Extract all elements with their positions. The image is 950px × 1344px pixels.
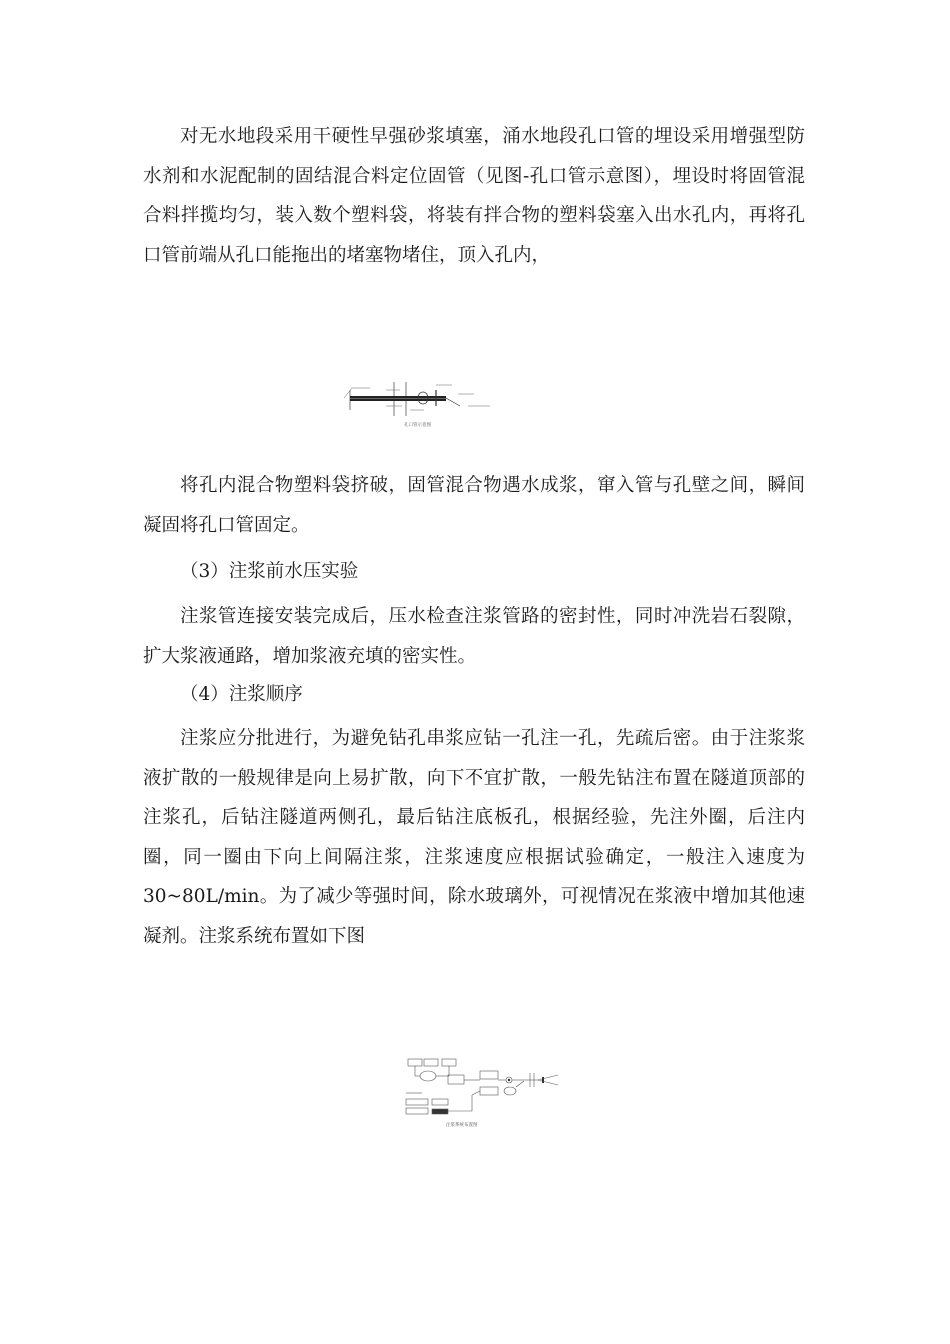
heading-pressure-test: （3）注浆前水压实验	[180, 561, 359, 582]
orifice-pipe-figure	[340, 376, 500, 432]
paragraph-grouting-sequence: 注浆应分批进行，为避免钻孔串浆应钻一孔注一孔，先疏后密。由于注浆浆液扩散的一般规律是向上易扩散，向下不宜扩散，一般先钻注布置在隧道顶部的注浆孔，后钻注隧道两侧孔，最后钻注底板孔，根据经验，先注外圈，后注内圈，同一圈由下向上间隔注浆，注浆速度应根据试验确定，一般注入速度为 30~80L/min。为了减少等强时间，除水玻璃外，可视情况在浆液中增加其他速凝剂。注浆系统布置如下图	[143, 728, 805, 947]
orifice-pipe-caption: 孔口管示意图	[404, 423, 431, 428]
grouting-system-figure	[398, 1053, 570, 1131]
grouting-system-diagram	[398, 1053, 570, 1131]
grouting-system-caption: 注浆系统布置图	[446, 1123, 478, 1128]
paragraph-pipe-fixing: 将孔内混合物塑料袋挤破，固管混合物遇水成浆，窜入管与孔壁之间，瞬间凝固将孔口管固定。	[143, 475, 805, 536]
orifice-pipe-diagram	[340, 376, 500, 432]
paragraph-pressure-test: 注浆管连接安装完成后，压水检查注浆管路的密封性，同时冲洗岩石裂隙，扩大浆液通路，增加浆液充填的密实性。	[143, 606, 805, 667]
heading-grouting-sequence: （4）注浆顺序	[180, 684, 303, 705]
paragraph-orifice-pipe-installation: 对无水地段采用干硬性早强砂浆填塞，涌水地段孔口管的埋设采用增强型防水剂和水泥配制的固结混合料定位固管（见图-孔口管示意图），埋设时将固管混合料拌揽均匀，装入数个塑料袋，将装有拌合物的塑料袋塞入出水孔内，再将孔口管前端从孔口能拖出的堵塞物堵住，顶入孔内，	[143, 126, 805, 266]
